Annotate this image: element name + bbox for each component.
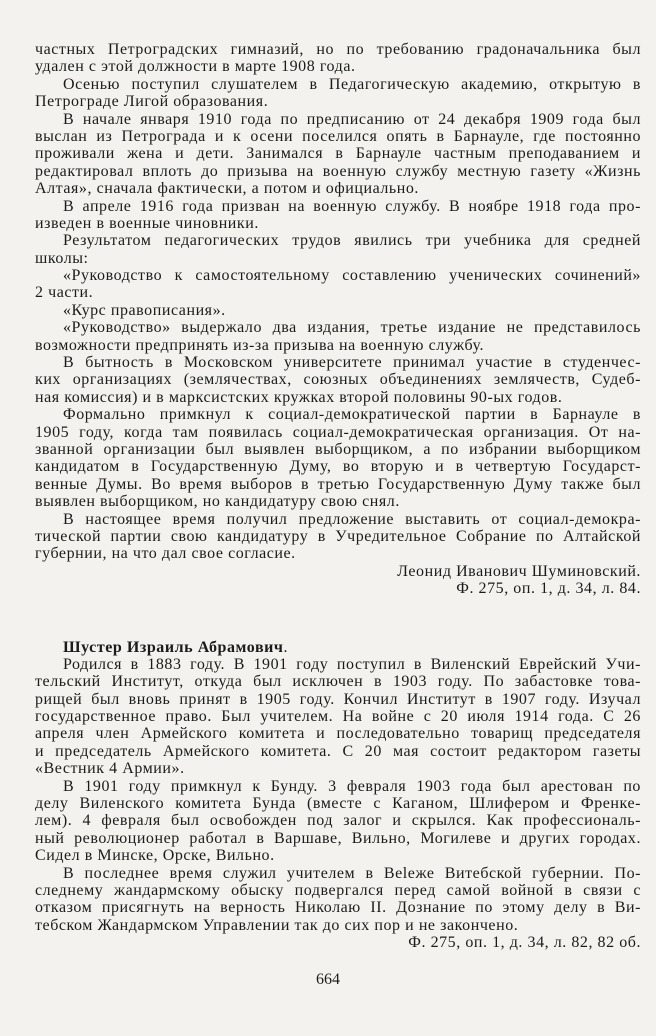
text-line: губернии, на что дал свое согласие.: [35, 545, 296, 563]
text-line: «Вестник 4 Армии».: [35, 760, 185, 778]
text-line: проживали жена и дети. Занимался в Барнауле частным преподаванием и: [35, 145, 641, 163]
text-line: «Руководство к самостоятельному составлению ученических сочинений»: [63, 267, 641, 285]
text-line: 1905 году, когда там появилась социал-демократическая организация. От на-: [35, 423, 641, 441]
text-line: изведен в военные чиновники.: [35, 214, 259, 232]
biography-shuster: [35, 656, 641, 934]
text-line: Осенью поступил слушателем в Педагогическую академию, открытую в: [63, 75, 641, 93]
text-line: тебском Жандармском Управлении так до сих пор и не закончено.: [35, 916, 519, 934]
biography-shuminovsky: [35, 41, 641, 563]
entry-heading-period: .: [283, 638, 289, 656]
entry-heading: [35, 639, 641, 656]
text-line: Результатом педагогических трудов явились три учебника для средней: [63, 232, 641, 250]
text-line: отказом присягнуть на верность Николаю II. Дознание по этому делу в Ви-: [35, 899, 641, 917]
text-line: В бытность в Московском университете принимал участие в студенчес-: [63, 354, 641, 372]
text-line: государственное право. Был учителем. На войне с 20 июля 1914 года. С 26: [35, 708, 641, 726]
text-line: тельский Институт, откуда был исключен в 1903 году. По забастовке това-: [35, 673, 641, 691]
text-line: В последнее время служил учителем в Веleже Витебской губернии. По-: [63, 864, 641, 882]
text-line: выявлен выборщиком, но кандидатуру свою снял.: [35, 493, 400, 511]
text-line: ких организациях (землячествах, союзных объединениях землячеств, Судеб-: [35, 371, 641, 389]
entry-heading-name: Шустер Израиль Абрамович: [63, 638, 284, 656]
archive-reference: Ф. 275, оп. 1, д. 34, л. 84.: [456, 580, 641, 598]
text-line: В 1901 году примкнул к Бунду. 3 февраля 1903 года был арестован по: [63, 777, 641, 795]
text-line: венные Думы. Во время выборов в третью Государственную Думу также был: [35, 475, 641, 493]
text-line: Формально примкнул к социал-демократической партии в Барнауле в: [63, 406, 641, 424]
text-line: и председатель Армейского комитета. С 20 мая состоит редактором газеты: [35, 742, 641, 760]
text-line: В настоящее время получил предложение выставить от социал-демокра-: [63, 510, 641, 528]
text-line: «Руководство» выдержало два издания, третье издание не представилось: [63, 319, 641, 337]
page-number: 664: [316, 971, 340, 988]
text-line: «Курс правописания».: [63, 301, 226, 319]
text-line: В начале января 1910 года по предписанию от 24 декабря 1909 года был: [63, 110, 641, 128]
text-line: В апреле 1916 года призван на военную службу. В ноябре 1918 года про-: [63, 197, 641, 215]
text-line: делу Виленского комитета Бунда (вместе с Каганом, Шлифером и Френке-: [35, 795, 641, 813]
text-line: 2 части.: [35, 284, 94, 302]
text-line: школы:: [35, 249, 89, 267]
signature: Леонид Иванович Шуминовский.: [397, 562, 641, 580]
document-page: [35, 41, 641, 952]
text-line: рищей был вновь принят в 1905 году. Кончил Институт в 1907 году. Изучал: [35, 690, 641, 708]
text-line: Алтая», сначала фактически, а потом и официально.: [35, 180, 419, 198]
text-line: Петрограде Лигой образования.: [35, 93, 269, 111]
text-line: званной организации был выявлен выборщиком, а по избрании выборщиком: [35, 440, 641, 458]
text-line: ная комиссия) и в марксистских кружках второй половины 90-ых годов.: [35, 388, 563, 406]
text-line: тической партии свою кандидатуру в Учредительное Собрание по Алтайской: [35, 527, 641, 545]
text-line: возможности предпринять из-за призыва на военную службу.: [35, 336, 485, 354]
text-line: ный революционер работал в Варшаве, Вильно, Могилеве и других городах.: [35, 829, 641, 847]
text-line: апреля член Армейского комитета и последовательно товарищ председателя: [35, 725, 641, 743]
text-line: лем). 4 февраля был освобожден под залог и скрылся. Как профессиональ-: [35, 812, 641, 830]
text-line: удален с этой должности в марте 1908 года.: [35, 58, 356, 76]
archive-reference: Ф. 275, оп. 1, д. 34, л. 82, 82 об.: [408, 934, 641, 952]
text-line: Сидел в Минске, Орске, Вильно.: [35, 847, 275, 865]
text-line: кандидатом в Государственную Думу, во вторую и в четвертую Государст-: [35, 458, 641, 476]
text-line: выслан из Петрограда и к осени поселился опять в Барнауле, где постоянно: [35, 127, 641, 145]
text-line: следнему жандармскому обыску подвергался перед самой войной в связи с: [35, 881, 641, 899]
text-line: частных Петроградских гимназий, но по требованию градоначальника был: [35, 41, 641, 58]
text-line: редактировал вплоть до призыва на военную службу местную газету «Жизнь: [35, 162, 641, 180]
text-line: Родился в 1883 году. В 1901 году поступил в Виленский Еврейский Учи-: [63, 655, 641, 673]
